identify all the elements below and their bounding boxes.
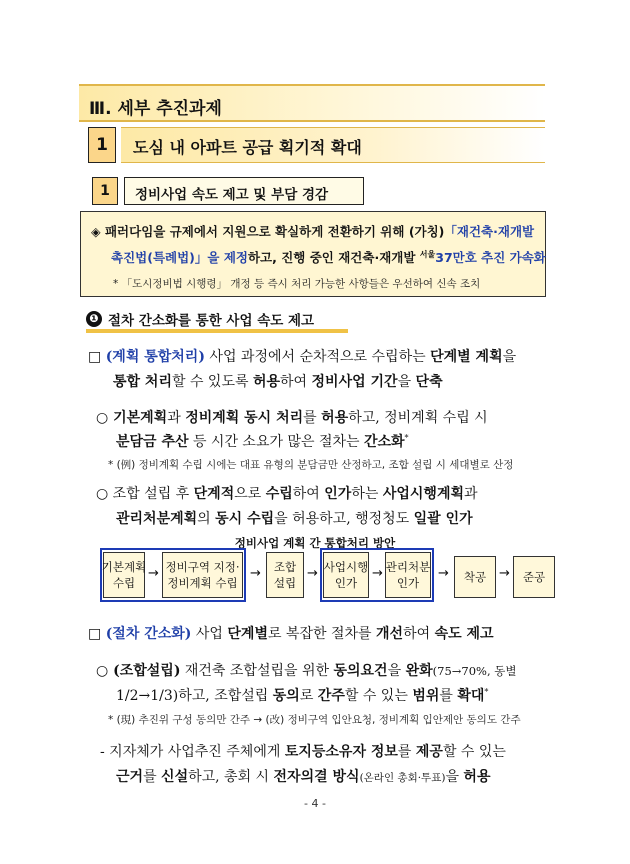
text: 을 — [387, 663, 406, 679]
bold-text: 간소화 — [363, 434, 405, 450]
bold-text: 사업시행계획 — [382, 486, 464, 502]
subheading-title: 절차 간소화를 통한 사업 속도 제고 — [108, 313, 315, 329]
bold-text: 단축 — [415, 374, 443, 390]
bold-text: 허용 — [252, 374, 281, 390]
summary-highlight: (특례법)」을 — [147, 250, 224, 265]
arrow-right-icon: → — [438, 566, 449, 581]
section-title: Ⅲ. 세부 추진과제 — [89, 99, 222, 119]
bold-text: 인가 — [324, 486, 352, 502]
text: 등 시간 소요가 많은 절차는 — [188, 434, 364, 450]
dash-bullet-icon: - — [100, 744, 105, 760]
flow-step-completion: 준공 — [513, 556, 555, 598]
arrow-right-icon: → — [307, 566, 318, 581]
text: 하고, 정비계획 수립 시 — [348, 410, 488, 426]
paragraph-tag: (계획 통합처리) — [105, 349, 205, 365]
bold-text: 신설 — [161, 769, 189, 785]
text: 1/2→1/3)하고, 조합설립 — [116, 688, 273, 704]
paragraph-5-line-2 — [116, 685, 488, 705]
heading2-title: 정비사업 속도 제고 및 부담 경감 — [135, 187, 329, 203]
arrow-right-icon: → — [148, 566, 159, 581]
summary-highlight: 37만호 추진 가속화 — [435, 250, 546, 265]
text: 의 — [197, 511, 216, 527]
paragraph-6-line-2 — [116, 766, 490, 786]
heading2-number: 1 — [92, 177, 118, 205]
bold-text: 수립 — [265, 486, 293, 502]
bold-text: 동시 수립 — [215, 511, 275, 527]
flow-step-disposal-approval: 관리처분 인가 — [385, 552, 431, 598]
square-bullet-icon: □ — [88, 626, 106, 642]
bold-text: 허용 — [321, 410, 349, 426]
bold-text: 일괄 인가 — [413, 511, 473, 527]
text: 할 수 있는 — [442, 744, 506, 760]
diamond-bullet-icon: ◈ — [91, 224, 101, 239]
text: 하는 — [351, 486, 383, 502]
footnote-marker: * — [404, 433, 409, 443]
arrow-right-icon: → — [499, 566, 510, 581]
flow-title: 정비사업 계획 간 통합처리 방안 — [234, 536, 396, 550]
text: 를 — [143, 769, 162, 785]
bold-text: 단계별 계획 — [430, 349, 503, 365]
text: 하여 — [292, 486, 325, 502]
paragraph-5-note: * (現) 추진위 구성 동의만 간주 → (改) 정비구역 입안요청, 정비계획 입안제안 동의도 간주 — [108, 714, 521, 726]
square-bullet-icon: □ — [88, 349, 106, 365]
text: 할 수 있도록 — [171, 374, 253, 390]
text: (온라인 총회·투표) — [359, 772, 446, 784]
text: 하고, 총회 시 — [188, 769, 274, 785]
text: 를 — [303, 410, 322, 426]
summary-text: 패러다임을 규제에서 지원으로 확실하게 전환하기 위해 (가칭) — [100, 224, 445, 239]
bold-text: 전자의결 방식 — [273, 769, 360, 785]
text: 과 — [464, 486, 478, 502]
bold-text: 통합 처리 — [113, 374, 172, 390]
text: 로 — [299, 688, 318, 704]
bold-text: 제공 — [415, 744, 443, 760]
bold-text: 분담금 추산 — [116, 434, 189, 450]
text: 지자체가 사업추진 주체에게 — [104, 744, 285, 760]
text: 하여 — [280, 374, 312, 390]
heading1-number: 1 — [88, 127, 116, 163]
text: 를 — [397, 744, 416, 760]
bold-text: 단계적 — [193, 486, 235, 502]
flow-step-association: 조합 설립 — [266, 552, 304, 598]
summary-highlight: 제정 — [223, 250, 248, 265]
bold-text: 확대 — [457, 688, 485, 704]
bold-text: 속도 제고 — [434, 626, 494, 642]
bold-text: (조합설립) — [108, 663, 181, 679]
paragraph-tag: (절차 간소화) — [105, 626, 192, 642]
text: 를 — [439, 688, 458, 704]
circle-bullet-icon: ○ — [96, 486, 109, 502]
flow-step-project-approval: 사업시행 인가 — [323, 552, 369, 598]
text: 을 — [445, 769, 464, 785]
bold-text: 관리처분계획 — [116, 511, 198, 527]
bold-text: 기본계획 — [108, 410, 168, 426]
bold-text: 완화 — [405, 663, 433, 679]
flow-step-construction-start: 착공 — [454, 556, 496, 598]
number-one-circle-icon: ❶ — [86, 311, 102, 327]
arrow-right-icon: → — [372, 566, 383, 581]
bold-text: 허용 — [463, 769, 491, 785]
text: 로 복잡한 절차를 — [267, 626, 376, 642]
text: 을 — [502, 349, 517, 365]
paragraph-2-note: * (例) 정비계획 수립 시에는 대표 유형의 분담금만 산정하고, 조합 설립 시 세대별로 산정 — [108, 459, 514, 471]
bold-text: 토지등소유자 정보 — [284, 744, 398, 760]
paragraph-5-line-1 — [96, 660, 517, 680]
flow-step-zone-designation: 정비구역 지정· 정비계획 수립 — [162, 552, 243, 598]
paragraph-6-line-1 — [100, 741, 506, 761]
text: 하여 — [403, 626, 435, 642]
text: 사업 — [191, 626, 228, 642]
bold-text: 동의 — [272, 688, 300, 704]
text: 을 허용하고, 행정청도 — [274, 511, 414, 527]
bold-text: 단계별 — [227, 626, 268, 642]
text: (75→70%, 동별 — [432, 664, 517, 678]
summary-superscript: 서울 — [419, 249, 436, 259]
summary-text: 하고, 진행 중인 재건축·재개발 — [247, 250, 420, 265]
bold-text: 개선 — [376, 626, 404, 642]
bold-text: 동의요건 — [333, 663, 388, 679]
flow-step-basic-plan: 기본계획 수립 — [103, 552, 145, 598]
bold-text: 범위 — [412, 688, 440, 704]
arrow-right-icon: → — [250, 566, 261, 581]
text: 사업 과정에서 순차적으로 수립하는 — [204, 349, 431, 365]
footnote-marker: * — [484, 687, 489, 697]
circle-bullet-icon: ○ — [96, 663, 109, 679]
bold-text: 정비사업 기간 — [311, 374, 398, 390]
text: 을 — [397, 374, 416, 390]
paragraph-4-line-1 — [88, 623, 494, 643]
summary-highlight: 「재건축·재개발 — [444, 224, 535, 239]
text: 으로 — [234, 486, 266, 502]
text: 할 수 있는 — [344, 688, 413, 704]
page-number: - 4 - — [304, 797, 326, 810]
text: 재건축 조합설립을 위한 — [180, 663, 334, 679]
heading1-title: 도심 내 아파트 공급 획기적 확대 — [133, 138, 362, 157]
bold-text: 정비계획 동시 처리 — [185, 410, 304, 426]
circle-bullet-icon: ○ — [96, 410, 109, 426]
text: 조합 설립 후 — [108, 486, 194, 502]
text: 과 — [167, 410, 186, 426]
summary-note: * 「도시정비법 시행령」 개정 등 즉시 처리 가능한 사항들은 우선하여 신속 조치 — [113, 278, 481, 290]
bold-text: 간주 — [317, 688, 345, 704]
summary-highlight: 촉진법 — [111, 250, 148, 265]
bold-text: 근거 — [116, 769, 144, 785]
